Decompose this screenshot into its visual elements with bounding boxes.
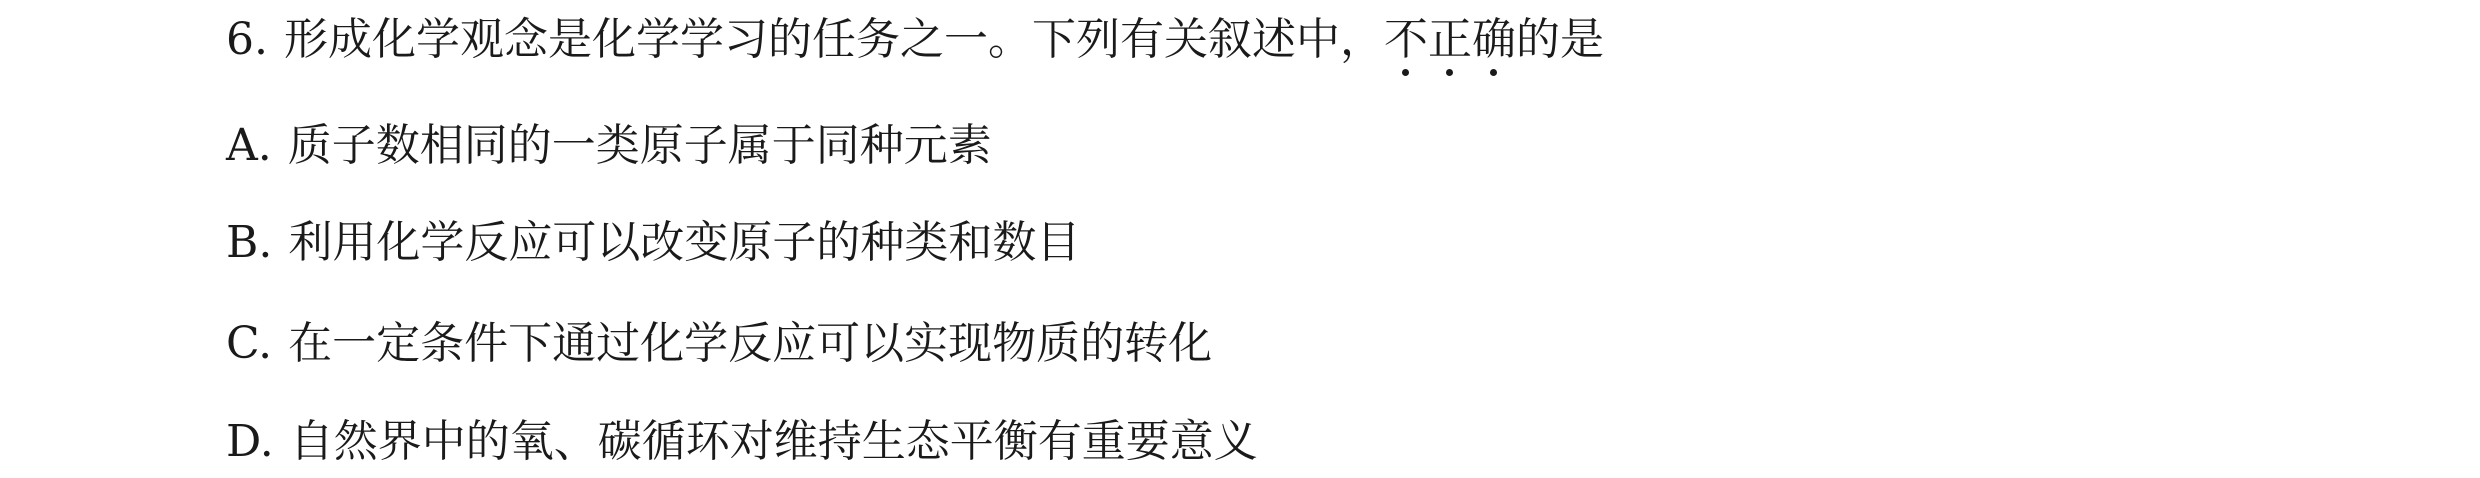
emphasis-char-1: 不 — [1384, 10, 1428, 70]
question-stem — [226, 10, 1604, 70]
question-number: 6. — [226, 14, 268, 65]
option-d-text: 自然界中的氧、碳循环对维持生态平衡有重要意义 — [289, 416, 1258, 467]
option-a[interactable] — [226, 116, 992, 176]
option-c-letter: C. — [226, 318, 273, 369]
option-d[interactable] — [226, 412, 1258, 472]
emphasis-char-3: 确 — [1472, 10, 1516, 70]
emphasis-char-2: 正 — [1428, 10, 1472, 70]
option-b-letter: B. — [226, 217, 273, 268]
option-c-text: 在一定条件下通过化学反应可以实现物质的转化 — [288, 318, 1213, 369]
option-c[interactable] — [226, 314, 1212, 374]
stem-text-after: 的是 — [1515, 14, 1604, 65]
stem-text-before: 形成化学观念是化学学习的任务之一。下列有关叙述中， — [283, 14, 1384, 65]
option-b[interactable] — [226, 213, 1080, 273]
option-a-text: 质子数相同的一类原子属于同种元素 — [287, 120, 992, 171]
option-a-letter: A. — [226, 120, 272, 171]
option-d-letter: D. — [226, 416, 274, 467]
option-b-text: 利用化学反应可以改变原子的种类和数目 — [288, 217, 1081, 268]
